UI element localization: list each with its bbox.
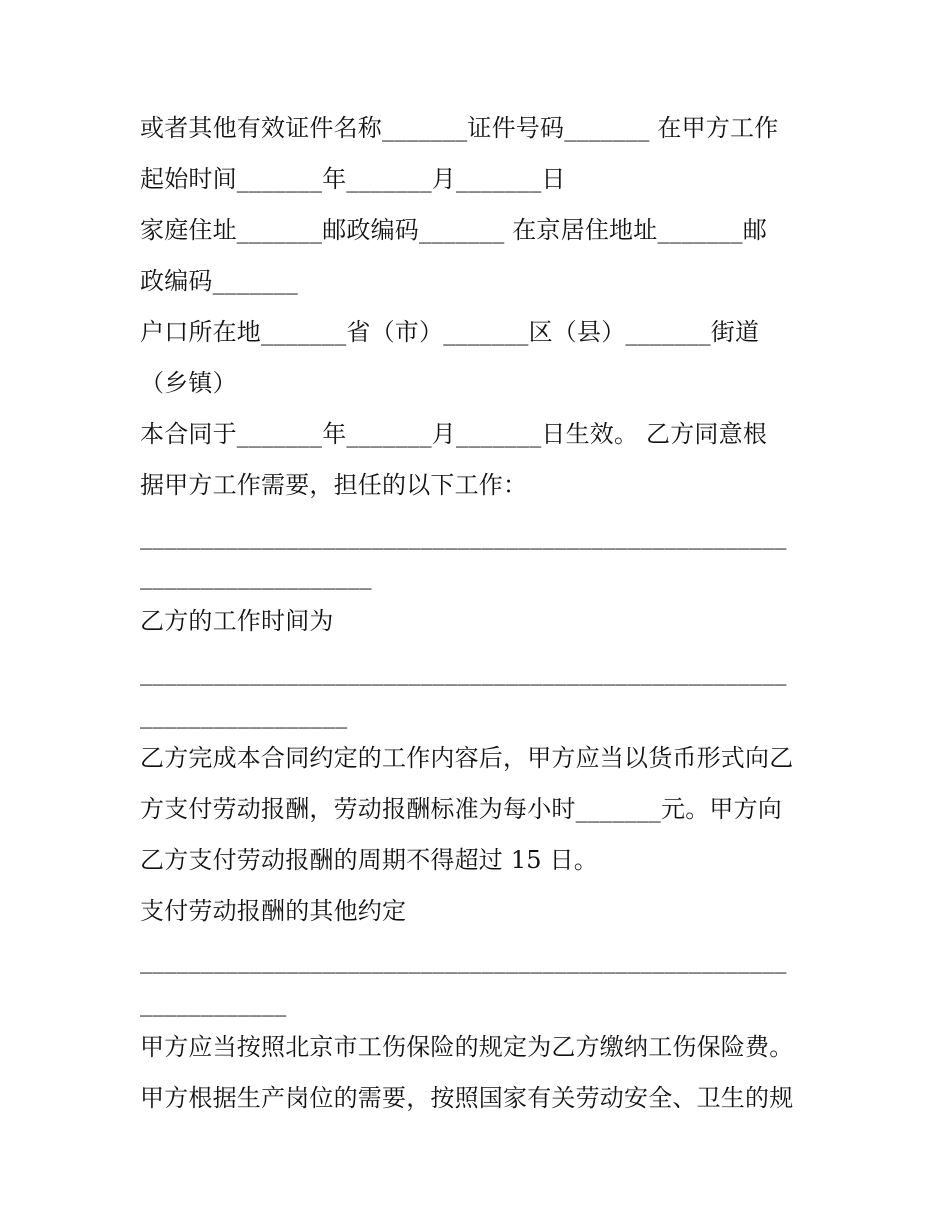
fill-blank-line: _____________________________________________________ <box>140 658 787 686</box>
fill-blank-line: ____________ <box>140 989 287 1017</box>
text-line: 本合同于_______年_______月_______日生效。 乙方同意根 <box>140 420 768 448</box>
text-line: （乡镇） <box>140 369 237 397</box>
fill-blank-line: _____________________________________________________ <box>140 522 787 550</box>
fill-blank-line: _________________ <box>140 701 348 729</box>
text-line: 支付劳动报酬的其他约定 <box>140 897 407 925</box>
text-line: 甲方根据生产岗位的需要，按照国家有关劳动安全、卫生的规 <box>140 1084 794 1112</box>
text-line: 方支付劳动报酬，劳动报酬标准为每小时_______元。甲方向 <box>140 795 782 823</box>
text-line: 户口所在地_______省（市）_______区（县）_______街道 <box>140 318 760 346</box>
text-line: 政编码_______ <box>140 267 298 295</box>
fill-blank-line: ___________________ <box>140 562 372 590</box>
text-line: 乙方完成本合同约定的工作内容后，甲方应当以货币形式向乙 <box>140 744 794 772</box>
text-line: 或者其他有效证件名称_______证件号码_______ 在甲方工作 <box>140 114 779 142</box>
text-line: 据甲方工作需要，担任的以下工作： <box>140 471 528 499</box>
fill-blank-line: _____________________________________________________ <box>140 946 787 974</box>
text-line: 起始时间_______年_______月_______日 <box>140 165 566 193</box>
text-line: 甲方应当按照北京市工伤保险的规定为乙方缴纳工伤保险费。 <box>140 1033 794 1061</box>
text-line: 乙方支付劳动报酬的周期不得超过 15 日。 <box>140 846 598 874</box>
text-line: 家庭住址_______邮政编码_______ 在京居住地址_______邮 <box>140 216 768 244</box>
text-line: 乙方的工作时间为 <box>140 607 334 635</box>
